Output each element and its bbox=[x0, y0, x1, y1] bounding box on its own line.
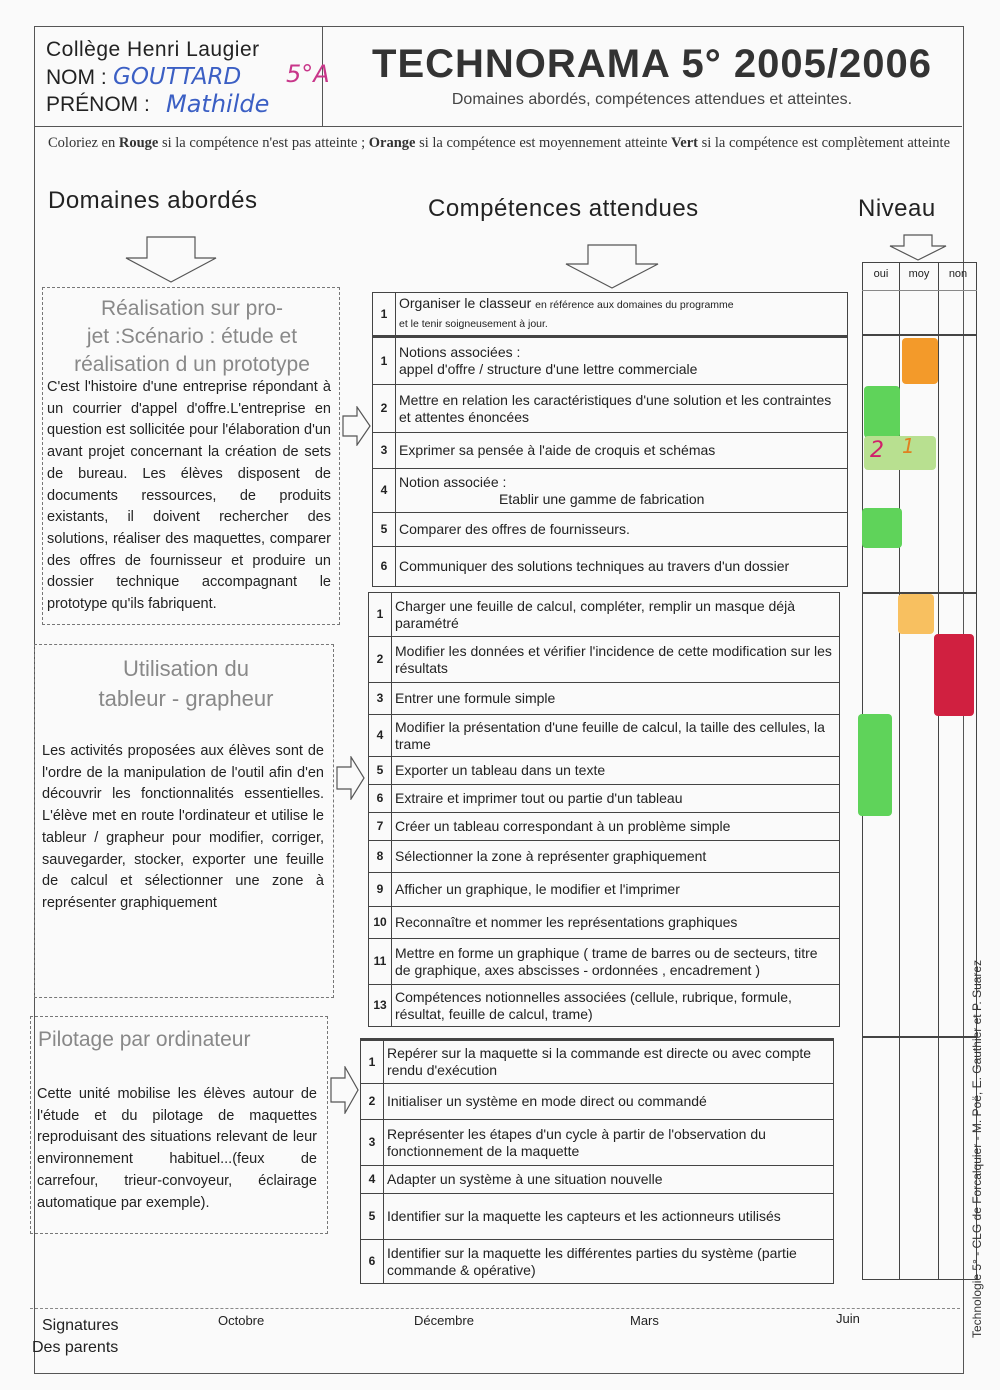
table-row: 3 Représenter les étapes d'un cycle à partir de l'observation du fonctionnement de la maquette bbox=[361, 1120, 834, 1166]
niveau-col-moy bbox=[900, 262, 939, 1280]
prenom-label: PRÉNOM : bbox=[46, 93, 150, 116]
down-arrow-icon bbox=[888, 234, 948, 262]
domain-text-tableur: Les activités proposées aux élèves sont de l'ordre de la manipulation de l'outil afin d'en découvrir les fonctionnalités essentielles. L'élève met en route l'ordinateur et utilise le tableur / grapheur pour modifier, corriger, sauvegarder, stocker, exporter une feuille de calcul et sélectionner une zone à représenter graphiquement bbox=[42, 743, 324, 911]
table-row: 1 Charger une feuille de calcul, compléter, remplir un masque déjà paramétré bbox=[369, 593, 840, 637]
down-arrow-icon bbox=[564, 244, 660, 290]
domain-text-pilotage: Cette unité mobilise les élèves autour de l'étude et du pilotage de maquettes reproduisant des situations relevant de leur environnement habituel...(feux de carrefour, trieur-convoyeur, éclairage automatique par exemple). bbox=[37, 1086, 317, 1211]
instr-orange: Orange bbox=[368, 135, 416, 151]
mark-light-orange bbox=[898, 594, 934, 634]
mark-orange bbox=[902, 338, 938, 384]
nom-value[interactable]: GOUTTARD bbox=[113, 64, 242, 90]
right-arrow-icon bbox=[330, 1066, 360, 1114]
table-row: 4 Notion associée : Etablir une gamme de fabrication bbox=[373, 469, 848, 513]
prenom-value[interactable]: Mathilde bbox=[166, 90, 270, 118]
heading-competences: Compétences attendues bbox=[428, 195, 699, 222]
down-arrow-icon bbox=[124, 236, 218, 284]
month-juin: Juin bbox=[836, 1311, 860, 1326]
table-row: 13 Compétences notionnelles associées (cellule, rubrique, formule, résultat, feuille de calcul, trame) bbox=[369, 985, 840, 1027]
table-row: 6 Extraire et imprimer tout ou partie d'un tableau bbox=[369, 785, 840, 813]
signatures-label: Signatures Des parents bbox=[32, 1317, 119, 1356]
table-row: 5 Identifier sur la maquette les capteurs et les actionneurs utilisés bbox=[361, 1194, 834, 1240]
grade-right: 1 bbox=[902, 434, 915, 458]
vertical-footer-text: Technologie 5° - CLG de Forcalquier - M. Poë, E. Gauthier et P. Suarez bbox=[970, 959, 984, 1338]
table-row: 2 Mettre en relation les caractéristiques d'une solution et les contraintes et attentes énoncées bbox=[373, 385, 848, 433]
niveau-head-oui: oui bbox=[873, 268, 889, 280]
niveau-row-line bbox=[862, 334, 977, 336]
instr-part4: si la compétence est complètement atteinte bbox=[697, 135, 951, 151]
table-row: 11 Mettre en forme un graphique ( trame de barres ou de secteurs, titre de graphique, axes abscisses - ordonnées , encadrement ) bbox=[369, 939, 840, 985]
heading-niveau: Niveau bbox=[858, 195, 936, 222]
domain-title-realisation: Réalisation sur pro- jet :Scénario : étude et réalisation d un prototype bbox=[74, 297, 310, 376]
table-row: 6 Communiquer des solutions techniques au travers d'un dossier bbox=[373, 547, 848, 587]
signature-line bbox=[30, 1308, 960, 1309]
heading-domaines: Domaines abordés bbox=[48, 187, 258, 214]
table-row: 5 Exporter un tableau dans un texte bbox=[369, 757, 840, 785]
competences-table-1 bbox=[372, 292, 848, 587]
page-subtitle: Domaines abordés, compétences attendues et atteintes. bbox=[451, 91, 853, 108]
domain-title-pilotage: Pilotage par ordinateur bbox=[38, 1028, 251, 1051]
niveau-head-moy: moy bbox=[908, 268, 930, 280]
nom-label: NOM : bbox=[46, 66, 107, 89]
table-row: 1 Notions associées : appel d'offre / structure d'une lettre commerciale bbox=[373, 337, 848, 385]
domain-text-realisation: C'est l'histoire d'une entreprise répondant à un courrier d'appel d'offre.L'entreprise en question est sollicitée pour l'élaboration d'un avant projet concernant la création de sets de bureau. Les élèves disposent de documents ressources, de produits existants, il doivent rechercher des solutions, réaliser des maquettes, comparer des offres de fournisseur et produire un dossier technique accompagnant le prototype qu'ils fabriquent. bbox=[47, 379, 331, 613]
niveau-row-line bbox=[862, 1036, 977, 1038]
grade-left: 2 bbox=[870, 438, 884, 463]
table-row: 2 Initialiser un système en mode direct ou commandé bbox=[361, 1084, 834, 1120]
mark-green bbox=[864, 386, 900, 438]
table-row: 3 Entrer une formule simple bbox=[369, 683, 840, 715]
mark-green bbox=[862, 508, 902, 548]
header-divider bbox=[34, 126, 962, 127]
table-row: 6 Identifier sur la maquette les différentes parties du système (partie commande & opérative) bbox=[361, 1240, 834, 1284]
mark-red bbox=[934, 634, 974, 716]
table-row: 7 Créer un tableau correspondant à un problème simple bbox=[369, 813, 840, 841]
table-row: 9 Afficher un graphique, le modifier et l'imprimer bbox=[369, 873, 840, 907]
month-mars: Mars bbox=[630, 1313, 659, 1328]
instr-part3: si la compétence est moyennement atteinte bbox=[415, 135, 672, 151]
month-decembre: Décembre bbox=[414, 1313, 474, 1328]
right-arrow-icon bbox=[342, 406, 372, 446]
page-title: TECHNORAMA 5° 2005/2006 bbox=[372, 42, 932, 86]
table-row: 5 Comparer des offres de fournisseurs. bbox=[373, 513, 848, 547]
table-row: 1 Repérer sur la maquette si la commande est directe ou avec compte rendu d'exécution bbox=[361, 1040, 834, 1084]
table-row: 8 Sélectionner la zone à représenter graphiquement bbox=[369, 841, 840, 873]
table-row: 2 Modifier les données et vérifier l'incidence de cette modification sur les résultats bbox=[369, 637, 840, 683]
table-row: 10 Reconnaître et nommer les représentations graphiques bbox=[369, 907, 840, 939]
mark-green bbox=[858, 714, 892, 816]
instr-rouge: Rouge bbox=[118, 135, 159, 151]
instr-part1: Coloriez en bbox=[48, 135, 119, 151]
table-row: 1 Organiser le classeur en référence aux domaines du programme et le tenir soigneusement à jour. bbox=[373, 293, 848, 337]
domain-title-tableur: Utilisation du tableur - grapheur bbox=[98, 656, 274, 711]
instr-vert: Vert bbox=[671, 135, 698, 151]
instructions bbox=[48, 133, 973, 153]
table-row: 4 Modifier la présentation d'une feuille de calcul, la taille des cellules, la trame bbox=[369, 715, 840, 757]
college-name: Collège Henri Laugier bbox=[46, 38, 260, 61]
month-octobre: Octobre bbox=[218, 1313, 265, 1328]
right-arrow-icon bbox=[336, 756, 366, 800]
competences-table-2 bbox=[368, 592, 840, 1027]
table-row: 4 Adapter un système à une situation nouvelle bbox=[361, 1166, 834, 1194]
competences-table-3 bbox=[360, 1038, 834, 1284]
niveau-head-non: non bbox=[948, 268, 968, 280]
table-row: 3 Exprimer sa pensée à l'aide de croquis et schémas bbox=[373, 433, 848, 469]
instr-part2: si la compétence n'est pas atteinte ; bbox=[158, 135, 369, 151]
classe-value[interactable]: 5°A bbox=[286, 60, 330, 88]
niveau-row-line bbox=[862, 290, 977, 291]
